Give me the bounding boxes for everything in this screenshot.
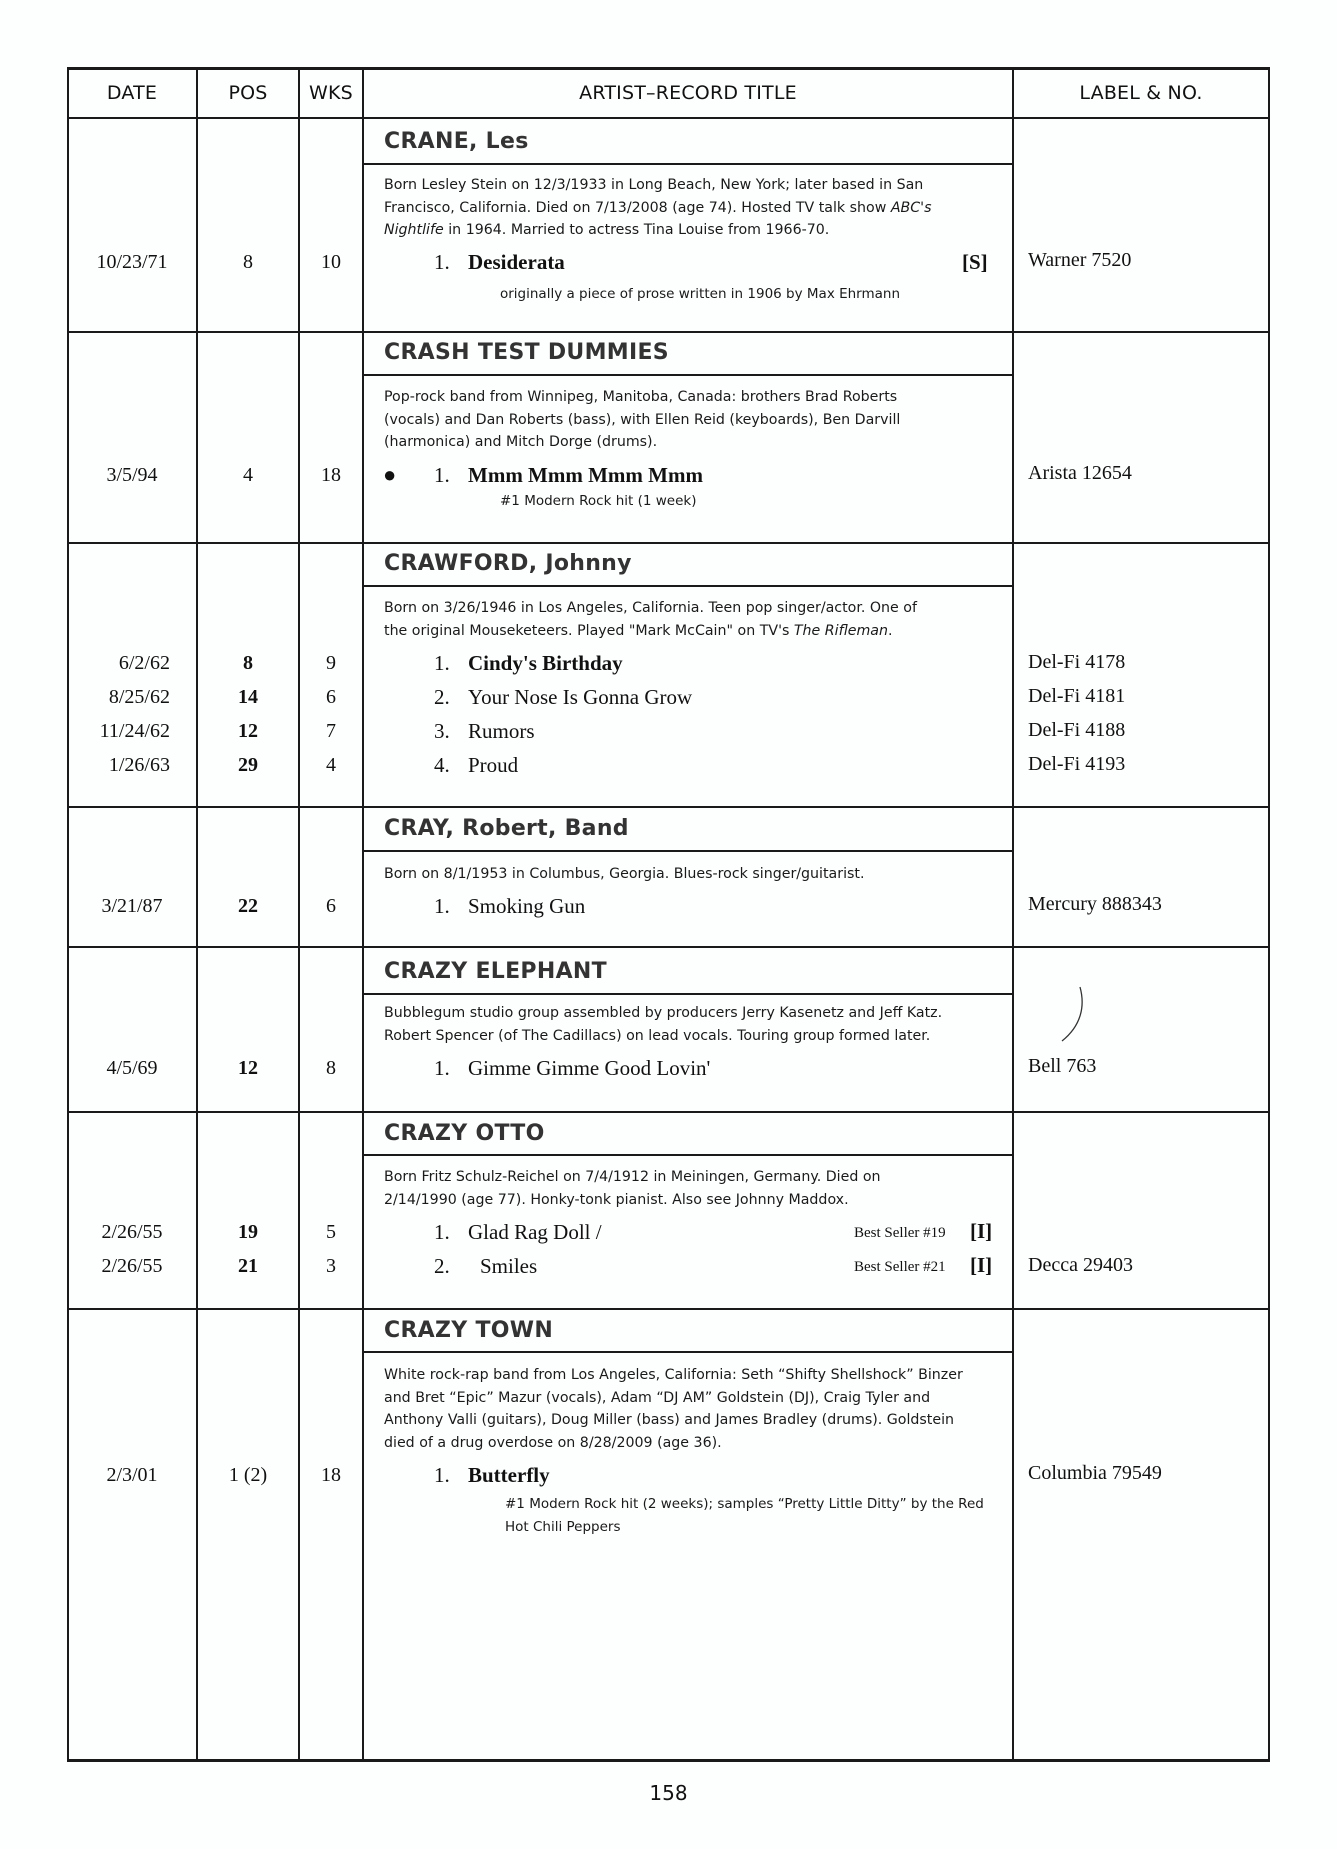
song-title: Smoking Gun [468, 894, 586, 918]
artist-name: CRAZY OTTO [384, 1121, 545, 1146]
weeks-charted: 9 [326, 652, 336, 674]
song-title: Mmm Mmm Mmm Mmm [468, 463, 703, 487]
bio-italic: ABC's [890, 199, 932, 216]
song-number: 2. [434, 685, 450, 709]
song-number: 1. [434, 894, 450, 918]
header-artist-record-title: ARTIST–RECORD TITLE [579, 82, 797, 104]
bio-text: . [888, 622, 893, 639]
artist-name: CRAZY ELEPHANT [384, 959, 607, 984]
song-title: Cindy's Birthday [468, 651, 623, 675]
artist-box-divider [362, 585, 1014, 587]
row-divider [67, 331, 1270, 333]
chart-date: 1/26/63 [108, 754, 170, 776]
record-label: Del-Fi 4188 [1028, 719, 1126, 741]
song-title: Rumors [468, 719, 535, 743]
weeks-charted: 18 [321, 1464, 341, 1486]
record-label: Bell 763 [1028, 1055, 1097, 1077]
row-divider [67, 1308, 1270, 1310]
song-number: 1. [434, 1220, 450, 1244]
peak-position: 21 [238, 1255, 258, 1277]
song-number: 1. [434, 250, 450, 274]
header-label-no: LABEL & NO. [1079, 82, 1203, 104]
weeks-charted: 10 [321, 251, 341, 273]
bio-line [384, 219, 1000, 242]
page-number: 158 [649, 1781, 688, 1805]
row-divider [67, 542, 1270, 544]
song-tag: [I] [970, 1219, 993, 1243]
song-number: 1. [434, 463, 450, 487]
record-label: Del-Fi 4181 [1028, 685, 1126, 707]
bio-italic: Nightlife [384, 222, 444, 238]
artist-bio [384, 863, 1000, 886]
peak-position: 8 [243, 251, 253, 273]
chart-date: 2/26/55 [101, 1221, 163, 1243]
record-label: Columbia 79549 [1028, 1462, 1162, 1484]
song-title: Desiderata [468, 250, 565, 274]
chart-date: 4/5/69 [106, 1057, 158, 1079]
record-label: Decca 29403 [1028, 1254, 1133, 1276]
peak-position: 4 [243, 464, 253, 486]
song-number: 4. [434, 753, 450, 777]
artist-box-divider [362, 1154, 1014, 1156]
header-pos: POS [228, 82, 268, 104]
bio-line: (vocals) and Dan Roberts (bass), with Ellen Reid (keyboards), Ben Darvill [384, 411, 901, 428]
record-label: Del-Fi 4193 [1028, 753, 1126, 775]
weeks-charted: 18 [321, 464, 341, 486]
song-number: 2. [434, 1254, 450, 1278]
song-tag: [I] [970, 1253, 993, 1277]
weeks-charted: 8 [326, 1057, 336, 1079]
chart-date: 8/25/62 [108, 686, 170, 708]
peak-position: 22 [238, 895, 258, 917]
gold-record-bullet-icon: ● [383, 462, 397, 487]
song-title: Smiles [480, 1254, 538, 1278]
weeks-charted: 7 [326, 720, 336, 742]
table-bottom-border [67, 1759, 1270, 1762]
song-title: Your Nose Is Gonna Grow [468, 685, 693, 709]
artist-box-divider [362, 1351, 1014, 1353]
artist-bio [384, 386, 1000, 454]
chart-date: 11/24/62 [99, 720, 170, 742]
chart-date: 3/21/87 [101, 895, 163, 917]
bio-line: Bubblegum studio group assembled by producers Jerry Kasenetz and Jeff Katz. [384, 1005, 943, 1021]
header-wks: WKS [309, 82, 353, 104]
chart-date: 2/26/55 [101, 1255, 163, 1277]
artist-name: CRAZY TOWN [384, 1318, 554, 1343]
artist-name: CRAWFORD, Johnny [384, 551, 632, 576]
bio-line: and Bret “Epic” Mazur (vocals), Adam “DJ AM” Goldstein (DJ), Craig Tyler and [384, 1389, 931, 1406]
artist-name: CRAY, Robert, Band [384, 816, 629, 841]
bio-line: Born on 8/1/1953 in Columbus, Georgia. Blues-rock singer/guitarist. [384, 866, 865, 882]
song-note: originally a piece of prose written in 1906 by Max Ehrmann [500, 286, 901, 302]
bio-line: Anthony Valli (guitars), Doug Miller (bass) and James Bradley (drums). Goldstein [384, 1412, 955, 1428]
song-number: 3. [434, 719, 450, 743]
artist-box-divider [362, 374, 1014, 376]
table-right-border [1268, 67, 1270, 1762]
artist-box-divider [362, 850, 1014, 852]
artist-bio [384, 1166, 1000, 1211]
bio-line: White rock-rap band from Los Angeles, California: Seth “Shifty Shellshock” Binzer [384, 1367, 963, 1383]
peak-position: 1 (2) [228, 1464, 268, 1486]
header-date: DATE [106, 82, 158, 104]
artist-bio [384, 174, 1000, 242]
weeks-charted: 3 [326, 1255, 336, 1277]
bio-line [384, 197, 1000, 220]
chart-date: 6/2/62 [118, 652, 170, 674]
chart-date: 10/23/71 [96, 251, 168, 273]
note-line: #1 Modern Rock hit (2 weeks); samples “Pretty Little Ditty” by the Red [505, 1496, 984, 1512]
chart-date: 2/3/01 [106, 1464, 158, 1486]
song-tag: [S] [962, 250, 988, 274]
weeks-charted: 5 [326, 1221, 336, 1243]
peak-position: 29 [238, 754, 258, 776]
song-title: Glad Rag Doll / [468, 1220, 602, 1244]
artist-box-divider [362, 163, 1014, 165]
artist-bio [384, 597, 1000, 642]
record-label: Warner 7520 [1028, 249, 1132, 271]
artist-box-divider [362, 993, 1014, 995]
col-divider-label [1012, 67, 1014, 1762]
artist-name: CRASH TEST DUMMIES [384, 340, 669, 365]
bio-text: the original Mouseketeers. Played "Mark McCain" on TV's [384, 622, 794, 639]
artist-name: CRANE, Les [384, 129, 529, 154]
bio-text: Francisco, California. Died on 7/13/2008 (age 74). Hosted TV talk show [384, 199, 891, 216]
song-number: 1. [434, 1056, 450, 1080]
row-divider [67, 1111, 1270, 1113]
weeks-charted: 6 [326, 895, 336, 917]
bio-line: Born on 3/26/1946 in Los Angeles, California. Teen pop singer/actor. One of [384, 600, 917, 616]
bio-line: Pop-rock band from Winnipeg, Manitoba, Canada: brothers Brad Roberts [384, 389, 898, 405]
song-note: #1 Modern Rock hit (1 week) [500, 493, 697, 509]
bio-line: Robert Spencer (of The Cadillacs) on lead vocals. Touring group formed later. [384, 1027, 931, 1044]
record-label: Mercury 888343 [1028, 893, 1162, 915]
peak-position: 12 [238, 720, 258, 742]
best-seller-note: Best Seller #19 [854, 1225, 946, 1241]
note-line: Hot Chili Peppers [505, 1519, 621, 1535]
peak-position: 8 [243, 652, 253, 674]
row-divider [67, 946, 1270, 948]
artist-bio [384, 1002, 1000, 1047]
weeks-charted: 6 [326, 686, 336, 708]
song-number: 1. [434, 1463, 450, 1487]
bio-italic: The Rifleman [793, 622, 888, 639]
record-label: Arista 12654 [1028, 462, 1132, 484]
song-note [505, 1493, 984, 1539]
chart-date: 3/5/94 [106, 464, 158, 486]
pen-mark-icon [1058, 985, 1088, 1045]
artist-bio [384, 1364, 1000, 1454]
bio-line: died of a drug overdose on 8/28/2009 (age 36). [384, 1434, 722, 1451]
bio-line: Born Fritz Schulz-Reichel on 7/4/1912 in Meiningen, Germany. Died on [384, 1169, 881, 1185]
bio-text: in 1964. Married to actress Tina Louise from 1966-70. [443, 222, 830, 238]
song-title: Butterfly [468, 1463, 550, 1487]
peak-position: 12 [238, 1057, 258, 1079]
peak-position: 19 [238, 1221, 258, 1243]
song-title: Proud [468, 753, 519, 777]
bio-line: Born Lesley Stein on 12/3/1933 in Long Beach, New York; later based in San [384, 177, 924, 193]
record-label: Del-Fi 4178 [1028, 651, 1126, 673]
song-number: 1. [434, 651, 450, 675]
bio-line: (harmonica) and Mitch Dorge (drums). [384, 434, 658, 450]
bio-line: 2/14/1990 (age 77). Honky-tonk pianist. Also see Johnny Maddox. [384, 1191, 849, 1208]
col-divider-title [362, 67, 364, 1762]
row-divider [67, 806, 1270, 808]
bio-line [384, 620, 1000, 643]
weeks-charted: 4 [326, 754, 336, 776]
best-seller-note: Best Seller #21 [854, 1259, 946, 1275]
peak-position: 14 [238, 686, 258, 708]
song-title: Gimme Gimme Good Lovin' [468, 1056, 711, 1080]
